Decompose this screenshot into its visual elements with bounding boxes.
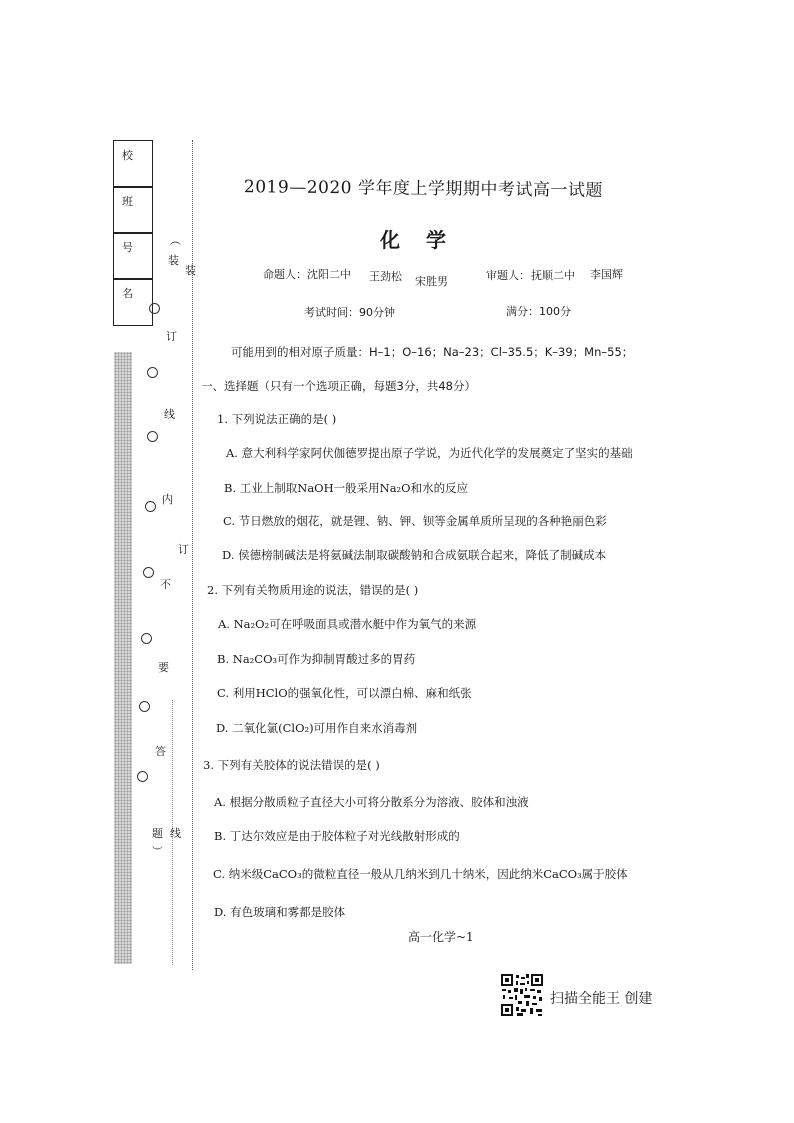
seal-char-ding: 订 <box>166 330 177 343</box>
outer-char-xian: 线 <box>170 827 181 840</box>
outer-char-ding: 订 <box>178 543 189 556</box>
author-school: 沈阳二中 <box>307 268 351 281</box>
binding-hole <box>139 701 150 712</box>
outer-char-zhuang: 装 <box>185 264 196 277</box>
class-field-box <box>113 186 153 234</box>
binding-hole <box>137 771 148 782</box>
full-score: 满分：100分 <box>506 305 571 318</box>
section-heading: 一、选择题（只有一个选项正确，每题3分，共48分） <box>201 379 476 393</box>
name-field-box <box>113 278 153 326</box>
question-3-option-a: A. 根据分散质粒子直径大小可将分散系分为溶液、胶体和浊液 <box>214 795 529 809</box>
question-1-option-a: A. 意大利科学家阿伏伽德罗提出原子学说，为近代化学的发展奠定了坚实的基础 <box>226 446 633 460</box>
school-field-label: 校 <box>122 149 133 162</box>
reviewer-school: 抚顺二中 <box>531 269 575 282</box>
number-field-box <box>113 232 153 280</box>
seal-char-zhuang: 装 <box>168 254 179 267</box>
question-3-option-c: C. 纳米级CaCO₃的微粒直径一般从几纳米到几十纳米，因此纳米CaCO₃属于胶体 <box>213 867 628 881</box>
author-label: 命题人： <box>263 268 307 281</box>
class-field-label: 班 <box>122 195 133 208</box>
binding-hole <box>149 303 160 314</box>
binding-hole <box>141 633 152 644</box>
question-1-stem: 1. 下列说法正确的是( ) <box>217 412 337 426</box>
binding-hole <box>145 501 156 512</box>
question-3-stem: 3. 下列有关胶体的说法错误的是( ) <box>203 758 380 772</box>
exam-time: 考试时间：90分钟 <box>304 306 395 319</box>
page-footer: 高一化学~1 <box>408 930 474 944</box>
question-2-option-d: D. 二氧化氯(ClO₂)可用作自来水消毒剂 <box>216 721 418 735</box>
binding-shade <box>114 352 132 964</box>
seal-char-ti: 题 <box>152 827 163 840</box>
question-2-option-c: C. 利用HClO的强氧化性，可以漂白棉、麻和纸张 <box>217 686 472 700</box>
binding-hole <box>143 567 154 578</box>
subject-title: 化学 <box>380 228 472 252</box>
reviewer-name: 李国辉 <box>590 268 623 281</box>
reviewer-label: 审题人： <box>486 269 530 282</box>
seal-char-xian: 线 <box>164 408 175 421</box>
school-field-box <box>113 140 153 188</box>
question-1-option-c: C. 节日燃放的烟花，就是锂、钠、钾、钡等金属单质所呈现的各种艳丽色彩 <box>223 514 607 528</box>
author-name-2: 宋胜男 <box>415 275 448 288</box>
seal-char-da: 答 <box>155 745 166 758</box>
binding-hole <box>147 367 158 378</box>
question-1-option-b: B. 工业上制取NaOH一般采用Na₂O和水的反应 <box>224 481 469 495</box>
seal-char-yao: 要 <box>158 661 169 674</box>
question-2-option-a: A. Na₂O₂可在呼吸面具或潜水艇中作为氧气的来源 <box>218 617 477 631</box>
qr-code-icon <box>500 973 544 1017</box>
binding-hole <box>147 431 158 442</box>
name-field-label: 名 <box>122 287 133 300</box>
question-3-option-b: B. 丁达尔效应是由于胶体粒子对光线散射形成的 <box>214 829 460 843</box>
seal-paren-open: （ <box>168 234 182 246</box>
seal-paren-close: ） <box>150 845 164 857</box>
seal-char-nei: 内 <box>162 493 173 506</box>
number-field-label: 号 <box>122 241 133 254</box>
question-2-stem: 2. 下列有关物质用途的说法，错误的是( ) <box>207 583 419 597</box>
atomic-masses: 可能用到的相对原子质量：H–1；O–16；Na–23；Cl–35.5；K–39；Mn–55； <box>231 345 634 359</box>
author-name-1: 王劲松 <box>369 270 402 283</box>
question-3-option-d: D. 有色玻璃和雾都是胶体 <box>214 905 346 919</box>
question-2-option-b: B. Na₂CO₃可作为抑制胃酸过多的胃药 <box>217 652 416 666</box>
question-1-option-d: D. 侯德榜制碱法是将氨碱法制取碳酸钠和合成氨联合起来，降低了制碱成本 <box>222 548 607 562</box>
scanner-watermark: 扫描全能王 创建 <box>550 991 653 1007</box>
seal-char-bu: 不 <box>160 578 171 591</box>
exam-title: 2019—2020 学年度上学期期中考试高一试题 <box>243 177 604 201</box>
